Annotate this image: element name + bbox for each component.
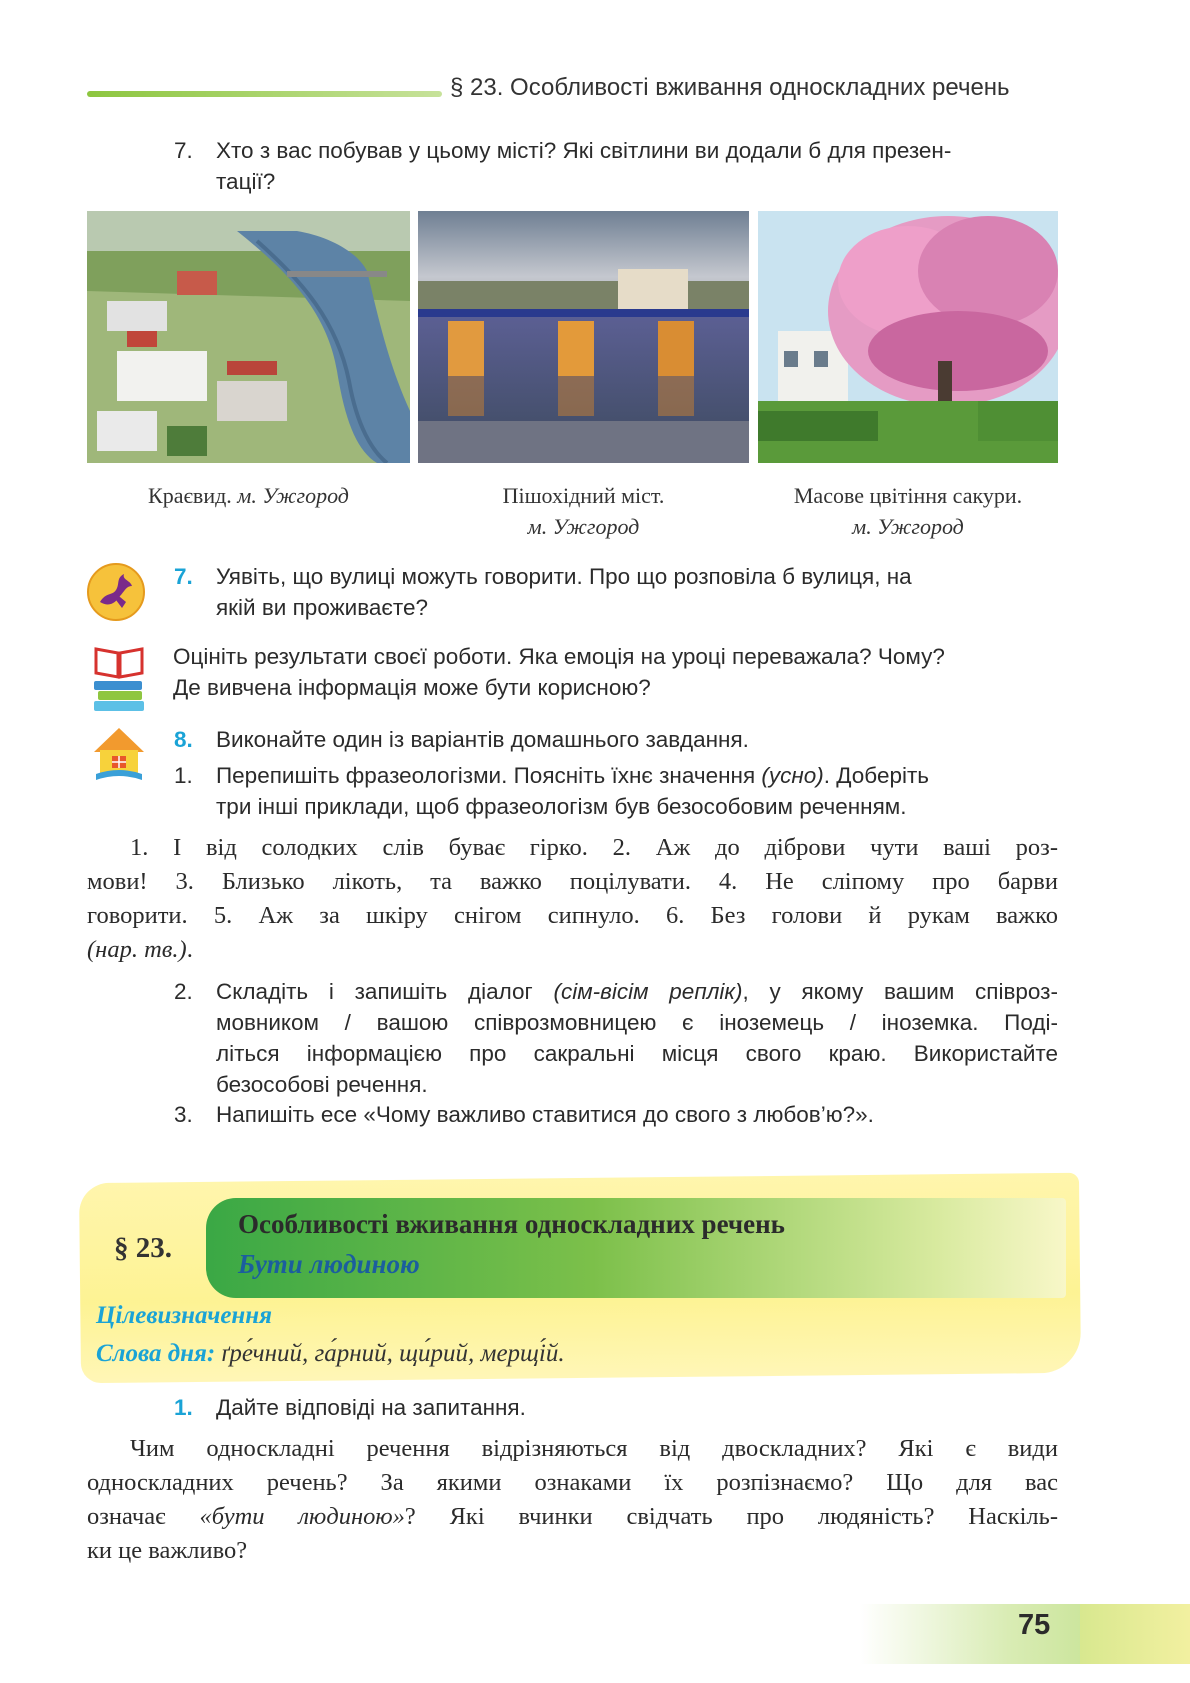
task-7b-text: Уявіть, що вулиці можуть говорити. Про що розповіла б вулиця, на якій ви проживаєте?	[216, 564, 912, 620]
section-subtitle: Бути людиною	[238, 1249, 420, 1279]
page-number-bar-end	[1080, 1604, 1190, 1664]
task-7b-number: 7.	[174, 564, 193, 589]
page-number: 75	[1018, 1609, 1051, 1641]
task-8-number: 8.	[174, 727, 193, 752]
books-icon	[90, 643, 148, 717]
variant-2-number: 2.	[174, 979, 193, 1004]
task-7a-text: Хто з вас побував у цьому місті? Які світлини ви додали б для презен- тації?	[216, 138, 952, 194]
variant-1-text: Перепишіть фразеологізми. Поясніть їхнє значення (усно). Доберіть три інші приклади, щоб фразеологізм був безособовим реченням.	[216, 763, 929, 819]
caption-landscape: Краєвид. м. Ужгород	[148, 483, 349, 508]
header-rule	[87, 91, 442, 97]
pegasus-icon	[86, 562, 146, 622]
caption-bridge: Пішохідний міст. м. Ужгород	[502, 483, 665, 539]
photo-sakura	[758, 211, 1058, 463]
caption-sakura: Масове цвітіння сакури. м. Ужгород	[793, 483, 1023, 539]
variant-3-number: 3.	[174, 1102, 193, 1127]
house-icon	[88, 722, 150, 784]
variant-2-text: Складіть і запишіть діалог (сім-вісім реплік), у якому вашим співроз- мовником / вашою співрозмовницею є іноземець / іноземка. Поді- літься інформацією про сакральні місця свого краю. Використайте безособові речення.	[216, 979, 1058, 1097]
section-goal: Цілевизначення	[96, 1302, 273, 1329]
words-of-day: Слова дня: ґре́чний, га́рний, щи́рий, мерщі́й.	[96, 1340, 565, 1367]
running-header: § 23. Особливості вживання односкладних речень	[450, 74, 1010, 101]
variant-3-text: Напишіть есе «Чому важливо ставитися до свого з любов’ю?».	[216, 1102, 874, 1127]
task-8-intro: Виконайте один із варіантів домашнього завдання.	[216, 727, 749, 752]
task-1-number: 1.	[174, 1395, 193, 1420]
photo-landscape	[87, 211, 410, 463]
phraseologisms: 1. І від солодких слів буває гірко. 2. Аж до діброви чути ваші роз- мови! 3. Близько лікоть, та важко поцілувати. 4. Не сліпому про барви говорити. 5. Аж за шкіру снігом сипнуло. 6. Без голови й рукам важко (нар. тв.).	[87, 834, 1058, 963]
task-1-text: Дайте відповіді на запитання.	[216, 1395, 526, 1420]
photo-bridge	[418, 211, 749, 463]
task-7a-number: 7.	[174, 138, 193, 163]
section-number: § 23.	[114, 1232, 172, 1264]
reflection-text: Оцініть результати своєї роботи. Яка емоція на уроці переважала? Чому? Де вивчена інформація може бути корисною?	[173, 644, 945, 700]
task-1-questions: Чим односкладні речення відрізняються від двоскладних? Які є види односкладних речень? За якими ознаками їх розпізнаємо? Що для вас означає «бути людиною»? Які вчинки свідчать про людяність? Наскіль- ки це важливо?	[87, 1435, 1058, 1564]
section-title: Особливості вживання односкладних речень	[238, 1209, 785, 1239]
variant-1-number: 1.	[174, 763, 193, 788]
